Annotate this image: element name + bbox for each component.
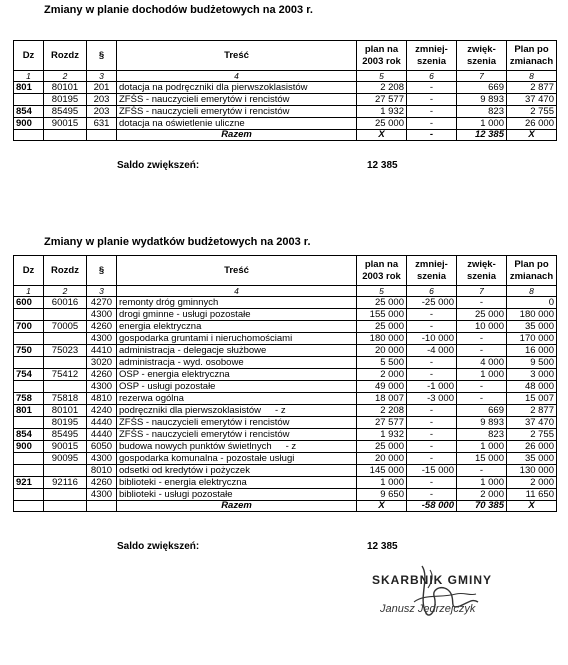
index-cell: 1 (14, 286, 44, 297)
handwritten-mark: - z (275, 404, 286, 416)
cell-zwiekszenia: 669 (457, 405, 507, 417)
cell-rozdz: 90015 (44, 118, 87, 130)
table-row (14, 477, 557, 489)
header-rozdz: Rozdz (44, 41, 87, 71)
cell-zmniejszenia: - (407, 369, 457, 381)
cell-plan-po-zmianach: 26 000 (507, 118, 557, 130)
cell-rozdz: 75818 (44, 393, 87, 405)
cell-zwiekszenia: 15 000 (457, 453, 507, 465)
table-row (14, 357, 557, 369)
header-zmniejszenia: zmniej- szenia (407, 256, 457, 286)
cell-plan-po-zmianach: 130 000 (507, 465, 557, 477)
cell-rozdz: 80195 (44, 417, 87, 429)
cell-zmniejszenia: - (407, 429, 457, 441)
cell-zmniejszenia: - (407, 489, 457, 501)
cell-tresc: ZFŚS - nauczycieli emerytów i rencistów (117, 106, 357, 118)
total-zmniejszenia: -58 000 (407, 501, 457, 512)
table-row (14, 118, 557, 130)
cell-zmniejszenia: -15 000 (407, 465, 457, 477)
total-label: Razem (117, 130, 357, 141)
cell-zmniejszenia: - (407, 417, 457, 429)
index-cell: 8 (507, 286, 557, 297)
cell-paragraph: 4240 (87, 405, 117, 417)
header-plan-po-zmianach: Plan po zmianach (507, 41, 557, 71)
cell-zmniejszenia: -3 000 (407, 393, 457, 405)
cell-dz: 754 (14, 369, 44, 381)
revenue-saldo-label: Saldo zwiększeń: (117, 160, 200, 171)
header-tresc: Treść (117, 41, 357, 71)
cell-plan: 180 000 (357, 333, 407, 345)
header-plan-po-zmianach: Plan po zmianach (507, 256, 557, 286)
cell-tresc: dotacja na oświetlenie uliczne (117, 118, 357, 130)
cell-tresc: odsetki od kredytów i pożyczek (117, 465, 357, 477)
cell-zwiekszenia: - (457, 465, 507, 477)
cell-zmniejszenia: - (407, 106, 457, 118)
cell-plan-po-zmianach: 11 650 (507, 489, 557, 501)
header-plan: plan na 2003 rok (357, 256, 407, 286)
index-cell: 8 (507, 71, 557, 82)
cell-zmniejszenia: - (407, 405, 457, 417)
cell-paragraph: 4260 (87, 477, 117, 489)
total-label: Razem (117, 501, 357, 512)
cell-plan-po-zmianach: 37 470 (507, 417, 557, 429)
cell-paragraph: 4440 (87, 429, 117, 441)
cell-rozdz: 80101 (44, 82, 87, 94)
cell-plan: 27 577 (357, 94, 407, 106)
cell-zmniejszenia: - (407, 453, 457, 465)
header-rozdz: Rozdz (44, 256, 87, 286)
cell-paragraph: 3020 (87, 357, 117, 369)
header-tresc: Treść (117, 256, 357, 286)
cell-dz (14, 357, 44, 369)
cell-dz (14, 417, 44, 429)
total-zwiekszenia: 70 385 (457, 501, 507, 512)
cell-dz: 900 (14, 441, 44, 453)
cell-plan: 20 000 (357, 453, 407, 465)
cell-zwiekszenia: 823 (457, 429, 507, 441)
cell-zwiekszenia: - (457, 297, 507, 309)
header-zmniejszenia: zmniej- szenia (407, 41, 457, 71)
total-zmniejszenia: - (407, 130, 457, 141)
table-row (14, 297, 557, 309)
cell-rozdz: 75023 (44, 345, 87, 357)
cell-tresc: administracja - delegacje służbowe (117, 345, 357, 357)
index-cell: 2 (44, 71, 87, 82)
cell-plan: 5 500 (357, 357, 407, 369)
cell-plan: 18 007 (357, 393, 407, 405)
cell-dz: 801 (14, 82, 44, 94)
cell-zwiekszenia: 9 893 (457, 94, 507, 106)
cell-plan: 145 000 (357, 465, 407, 477)
cell-dz: 758 (14, 393, 44, 405)
cell-zmniejszenia: -25 000 (407, 297, 457, 309)
cell-plan: 2 208 (357, 405, 407, 417)
cell-paragraph: 4300 (87, 489, 117, 501)
cell-plan: 25 000 (357, 118, 407, 130)
revenue-title: Zmiany w planie dochodów budżetowych na 2003 r. (44, 4, 313, 16)
header-paragraph: § (87, 256, 117, 286)
cell-rozdz (44, 357, 87, 369)
cell-plan-po-zmianach: 0 (507, 297, 557, 309)
index-cell: 3 (87, 286, 117, 297)
total-zwiekszenia: 12 385 (457, 130, 507, 141)
index-cell: 1 (14, 71, 44, 82)
cell-tresc: remonty dróg gminnych (117, 297, 357, 309)
header-zwiekszenia: zwięk- szenia (457, 256, 507, 286)
expenditure-index-row (14, 286, 557, 297)
cell-zmniejszenia: - (407, 94, 457, 106)
table-row (14, 489, 557, 501)
cell-zwiekszenia: 669 (457, 82, 507, 94)
cell-dz (14, 333, 44, 345)
cell-rozdz: 75412 (44, 369, 87, 381)
table-row (14, 94, 557, 106)
cell-tresc: OSP - usługi pozostałe (117, 381, 357, 393)
cell-paragraph: 4270 (87, 297, 117, 309)
expenditure-total-row (14, 501, 557, 512)
table-row (14, 393, 557, 405)
header-dz: Dz (14, 41, 44, 71)
table-row (14, 405, 557, 417)
table-row (14, 82, 557, 94)
header-paragraph: § (87, 41, 117, 71)
cell-rozdz: 92116 (44, 477, 87, 489)
cell-dz: 854 (14, 106, 44, 118)
index-cell: 5 (357, 71, 407, 82)
revenue-header-row (14, 41, 557, 71)
cell-zwiekszenia: 1 000 (457, 441, 507, 453)
table-row (14, 441, 557, 453)
cell-dz: 854 (14, 429, 44, 441)
cell-plan-po-zmianach: 180 000 (507, 309, 557, 321)
cell-zmniejszenia: - (407, 441, 457, 453)
cell-dz (14, 309, 44, 321)
cell-paragraph: 4260 (87, 321, 117, 333)
cell-zmniejszenia: -4 000 (407, 345, 457, 357)
cell-plan: 1 932 (357, 429, 407, 441)
cell-paragraph: 4440 (87, 417, 117, 429)
cell-zwiekszenia: - (457, 393, 507, 405)
cell-zwiekszenia: 1 000 (457, 477, 507, 489)
cell-tresc: podręczniki dla pierwszoklasistów - z (117, 405, 357, 417)
cell-tresc: drogi gminne - usługi pozostałe (117, 309, 357, 321)
cell-plan: 27 577 (357, 417, 407, 429)
cell-zmniejszenia: -10 000 (407, 333, 457, 345)
cell-dz: 921 (14, 477, 44, 489)
cell-plan: 25 000 (357, 321, 407, 333)
cell-dz: 801 (14, 405, 44, 417)
total-plan-po-zmianach: X (507, 130, 557, 141)
total-plan-po-zmianach: X (507, 501, 557, 512)
cell-tresc: ZFŚS - nauczycieli emerytów i rencistów (117, 417, 357, 429)
cell-rozdz (44, 465, 87, 477)
index-cell: 2 (44, 286, 87, 297)
cell-plan: 2 000 (357, 369, 407, 381)
handwritten-mark: - z (285, 440, 297, 452)
cell-rozdz: 70005 (44, 321, 87, 333)
table-row (14, 333, 557, 345)
cell-zmniejszenia: - (407, 357, 457, 369)
cell-zwiekszenia: 1 000 (457, 369, 507, 381)
cell-plan-po-zmianach: 48 000 (507, 381, 557, 393)
table-row (14, 106, 557, 118)
cell-plan-po-zmianach: 3 000 (507, 369, 557, 381)
cell-dz (14, 381, 44, 393)
cell-rozdz: 85495 (44, 429, 87, 441)
cell-tresc: biblioteki - usługi pozostałe (117, 489, 357, 501)
cell-dz (14, 489, 44, 501)
index-cell: 5 (357, 286, 407, 297)
cell-paragraph: 203 (87, 94, 117, 106)
cell-rozdz: 60016 (44, 297, 87, 309)
index-cell: 6 (407, 286, 457, 297)
cell-plan-po-zmianach: 16 000 (507, 345, 557, 357)
cell-paragraph: 4300 (87, 333, 117, 345)
cell-zmniejszenia: - (407, 118, 457, 130)
cell-tresc: ZFŚS - nauczycieli emerytów i rencistów (117, 94, 357, 106)
cell-zmniejszenia: - (407, 309, 457, 321)
expenditure-saldo-label: Saldo zwiększeń: (117, 541, 200, 552)
cell-plan-po-zmianach: 37 470 (507, 94, 557, 106)
cell-zwiekszenia: 9 893 (457, 417, 507, 429)
cell-dz (14, 94, 44, 106)
cell-tresc: ZFŚS - nauczycieli emerytów i rencistów (117, 429, 357, 441)
index-cell: 7 (457, 71, 507, 82)
cell-rozdz (44, 489, 87, 501)
cell-paragraph: 4410 (87, 345, 117, 357)
cell-paragraph: 201 (87, 82, 117, 94)
total-plan: X (357, 130, 407, 141)
cell-paragraph: 4260 (87, 369, 117, 381)
cell-plan: 155 000 (357, 309, 407, 321)
cell-plan-po-zmianach: 15 007 (507, 393, 557, 405)
cell-tresc: rezerwa ogólna (117, 393, 357, 405)
cell-dz (14, 465, 44, 477)
cell-paragraph: 4300 (87, 309, 117, 321)
cell-zwiekszenia: 1 000 (457, 118, 507, 130)
cell-plan: 20 000 (357, 345, 407, 357)
cell-plan-po-zmianach: 2 755 (507, 106, 557, 118)
index-cell: 4 (117, 71, 357, 82)
cell-rozdz: 90095 (44, 453, 87, 465)
cell-zmniejszenia: -1 000 (407, 381, 457, 393)
cell-dz: 750 (14, 345, 44, 357)
cell-rozdz: 90015 (44, 441, 87, 453)
cell-paragraph: 4810 (87, 393, 117, 405)
index-cell: 3 (87, 71, 117, 82)
cell-plan-po-zmianach: 2 755 (507, 429, 557, 441)
cell-zwiekszenia: 4 000 (457, 357, 507, 369)
cell-rozdz (44, 309, 87, 321)
table-row (14, 429, 557, 441)
cell-zwiekszenia: - (457, 333, 507, 345)
cell-plan: 25 000 (357, 297, 407, 309)
cell-rozdz: 80101 (44, 405, 87, 417)
cell-plan-po-zmianach: 170 000 (507, 333, 557, 345)
cell-zmniejszenia: - (407, 321, 457, 333)
cell-dz (14, 453, 44, 465)
cell-rozdz: 80195 (44, 94, 87, 106)
expenditure-title: Zmiany w planie wydatków budżetowych na 2003 r. (44, 236, 311, 248)
cell-plan-po-zmianach: 2 877 (507, 82, 557, 94)
cell-rozdz (44, 333, 87, 345)
cell-paragraph: 4300 (87, 453, 117, 465)
table-row (14, 309, 557, 321)
cell-plan: 1 932 (357, 106, 407, 118)
cell-zwiekszenia: - (457, 345, 507, 357)
cell-tresc: OSP - energia elektryczna (117, 369, 357, 381)
cell-paragraph: 631 (87, 118, 117, 130)
table-row (14, 381, 557, 393)
cell-plan: 49 000 (357, 381, 407, 393)
cell-tresc: budowa nowych punktów świetlnych - z (117, 441, 357, 453)
cell-plan: 2 208 (357, 82, 407, 94)
cell-zwiekszenia: 823 (457, 106, 507, 118)
cell-dz: 900 (14, 118, 44, 130)
index-cell: 6 (407, 71, 457, 82)
cell-paragraph: 203 (87, 106, 117, 118)
cell-tresc: energia elektryczna (117, 321, 357, 333)
signature-name: Janusz Jędrzejczyk (380, 603, 476, 615)
cell-tresc: gospodarka komunalna - pozostałe usługi (117, 453, 357, 465)
cell-tresc: gospodarka gruntami i nieruchomościami (117, 333, 357, 345)
index-cell: 4 (117, 286, 357, 297)
cell-zmniejszenia: - (407, 82, 457, 94)
handwritten-signature (360, 558, 500, 628)
signature-title: SKARBNIK GMINY (372, 573, 493, 587)
cell-plan: 25 000 (357, 441, 407, 453)
cell-zwiekszenia: - (457, 381, 507, 393)
cell-plan-po-zmianach: 35 000 (507, 321, 557, 333)
revenue-rows (14, 82, 557, 130)
cell-zwiekszenia: 2 000 (457, 489, 507, 501)
cell-plan-po-zmianach: 35 000 (507, 453, 557, 465)
cell-dz: 600 (14, 297, 44, 309)
cell-paragraph: 6050 (87, 441, 117, 453)
cell-tresc: biblioteki - energia elektryczna (117, 477, 357, 489)
expenditure-table (13, 255, 557, 512)
cell-plan-po-zmianach: 2 877 (507, 405, 557, 417)
cell-dz: 700 (14, 321, 44, 333)
header-zwiekszenia: zwięk- szenia (457, 41, 507, 71)
header-plan: plan na 2003 rok (357, 41, 407, 71)
table-row (14, 453, 557, 465)
cell-paragraph: 4300 (87, 381, 117, 393)
revenue-saldo-value: 12 385 (367, 160, 398, 171)
cell-zwiekszenia: 25 000 (457, 309, 507, 321)
cell-zwiekszenia: 10 000 (457, 321, 507, 333)
expenditure-saldo-value: 12 385 (367, 541, 398, 552)
cell-plan-po-zmianach: 26 000 (507, 441, 557, 453)
total-plan: X (357, 501, 407, 512)
cell-plan: 1 000 (357, 477, 407, 489)
index-cell: 7 (457, 286, 507, 297)
table-row (14, 345, 557, 357)
revenue-index-row (14, 71, 557, 82)
cell-tresc: administracja - wyd. osobowe (117, 357, 357, 369)
expenditure-header-row (14, 256, 557, 286)
cell-plan-po-zmianach: 2 000 (507, 477, 557, 489)
revenue-total-row (14, 130, 557, 141)
cell-tresc: dotacja na podręczniki dla pierwszoklasistów (117, 82, 357, 94)
cell-paragraph: 8010 (87, 465, 117, 477)
revenue-table (13, 40, 557, 141)
cell-plan: 9 650 (357, 489, 407, 501)
cell-zmniejszenia: - (407, 477, 457, 489)
table-row (14, 321, 557, 333)
cell-rozdz (44, 381, 87, 393)
table-row (14, 417, 557, 429)
cell-rozdz: 85495 (44, 106, 87, 118)
expenditure-rows (14, 297, 557, 501)
table-row (14, 465, 557, 477)
cell-plan-po-zmianach: 9 500 (507, 357, 557, 369)
header-dz: Dz (14, 256, 44, 286)
table-row (14, 369, 557, 381)
